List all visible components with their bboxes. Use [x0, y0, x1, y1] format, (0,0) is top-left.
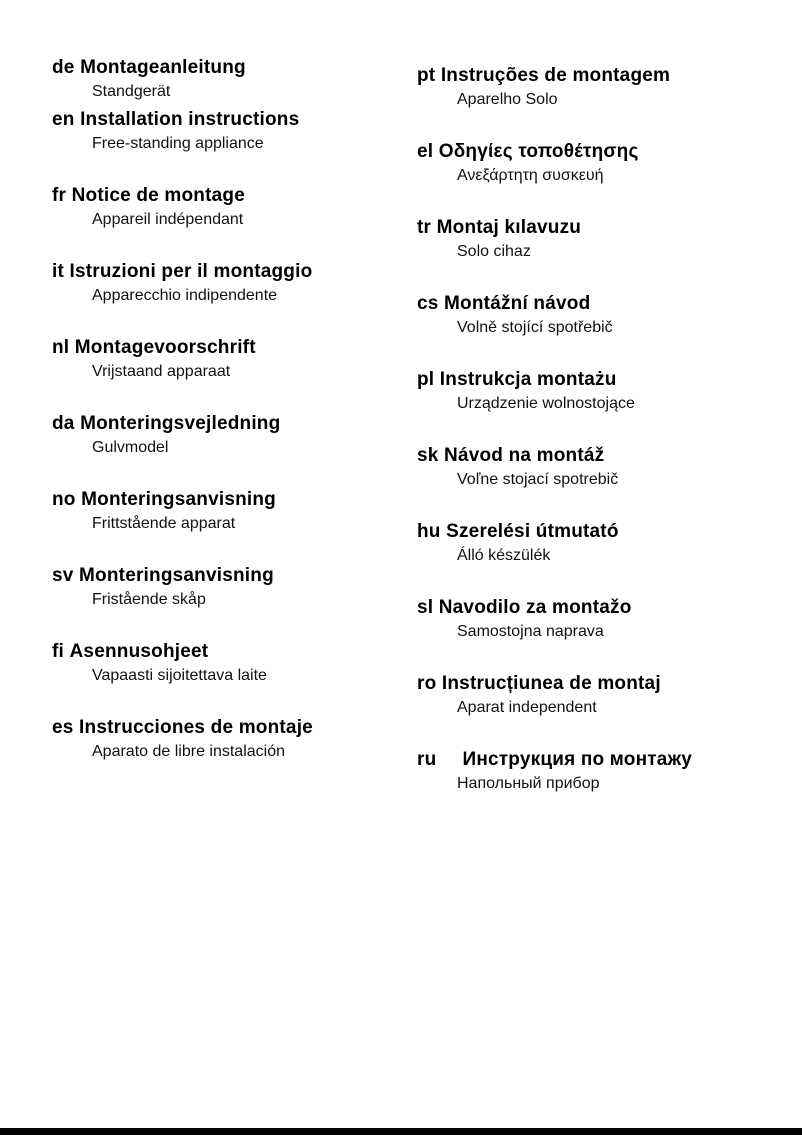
language-subtitle: Напольный прибор	[457, 775, 600, 792]
language-entry	[52, 56, 382, 104]
footer-bar	[0, 1128, 802, 1135]
language-subtitle: Gulvmodel	[92, 439, 169, 456]
language-code: hu	[417, 521, 441, 542]
language-code: sl	[417, 597, 434, 618]
language-code: pl	[417, 369, 435, 390]
language-title: Monteringsanvisning	[81, 489, 276, 510]
language-title-line	[417, 368, 777, 392]
left-column	[52, 56, 382, 824]
language-subtitle: Urządzenie wolnostojące	[457, 395, 635, 412]
language-code: nl	[52, 337, 70, 358]
language-title: Installation instructions	[80, 109, 300, 130]
language-subtitle: Vapaasti sijoitettava laite	[92, 667, 267, 684]
language-title: Instrukcja montażu	[439, 369, 617, 390]
language-entry	[417, 672, 777, 720]
language-code: sv	[52, 565, 74, 586]
language-title-line	[417, 596, 777, 620]
language-entry	[52, 640, 382, 688]
language-code: es	[52, 717, 74, 738]
language-entry	[417, 444, 777, 492]
language-title-line	[52, 336, 382, 360]
language-subtitle: Ανεξάρτητη συσκευή	[457, 167, 604, 184]
language-code: fi	[52, 641, 65, 662]
language-title: Monteringsvejledning	[80, 413, 281, 434]
language-entry	[417, 748, 777, 796]
language-entry	[417, 292, 777, 340]
language-code: el	[417, 141, 434, 162]
language-title: Montážní návod	[444, 293, 591, 314]
language-title-line	[52, 108, 382, 132]
language-entry	[52, 488, 382, 536]
language-subtitle: Frittstående apparat	[92, 515, 236, 532]
language-entry	[417, 368, 777, 416]
language-subtitle: Appareil indépendant	[92, 211, 244, 228]
language-title: Instrucciones de montaje	[79, 717, 313, 738]
language-title-line	[417, 216, 777, 240]
language-code: en	[52, 109, 75, 130]
language-code: da	[52, 413, 75, 434]
language-title: Montaj kılavuzu	[436, 217, 582, 238]
language-title-line	[52, 412, 382, 436]
language-entry	[52, 336, 382, 384]
language-subtitle: Voľne stojací spotrebič	[457, 471, 619, 488]
language-subtitle: Solo cihaz	[457, 243, 531, 260]
language-entry	[52, 108, 382, 156]
language-entry	[417, 596, 777, 644]
language-subtitle: Aparat independent	[457, 699, 597, 716]
language-subtitle: Apparecchio indipendente	[92, 287, 278, 304]
language-title-line	[417, 444, 777, 468]
language-title: Montageanleitung	[80, 57, 246, 78]
language-entry	[52, 412, 382, 460]
language-code: tr	[417, 217, 432, 238]
language-title: Istruzioni per il montaggio	[69, 261, 313, 282]
language-title-line	[417, 520, 777, 544]
language-entry	[52, 716, 382, 764]
language-title: Instrucțiunea de montaj	[441, 673, 661, 694]
language-subtitle: Álló készülék	[457, 547, 551, 564]
language-code: fr	[52, 185, 67, 206]
language-title: Szerelési útmutató	[446, 521, 619, 542]
language-entry	[417, 64, 777, 112]
language-title-line	[417, 64, 777, 88]
language-code: no	[52, 489, 76, 510]
right-column	[417, 56, 777, 824]
language-title-line	[52, 260, 382, 284]
language-entry	[52, 564, 382, 612]
language-code: cs	[417, 293, 439, 314]
language-code: sk	[417, 445, 439, 466]
language-title-line	[52, 716, 382, 740]
language-title-line	[52, 564, 382, 588]
language-code: de	[52, 57, 75, 78]
language-title: Инструкция по монтажу	[462, 749, 693, 770]
language-title: Οδηγίες τοποθέτησης	[438, 141, 639, 162]
language-title: Navodilo za montažo	[438, 597, 632, 618]
language-title-line	[52, 56, 382, 80]
language-code: it	[52, 261, 65, 282]
language-entry	[417, 520, 777, 568]
language-title-line	[52, 640, 382, 664]
language-subtitle: Standgerät	[92, 83, 171, 100]
language-code: ru	[417, 749, 437, 770]
language-entry	[417, 216, 777, 264]
language-title: Instruções de montagem	[440, 65, 671, 86]
language-title-line	[417, 748, 777, 772]
language-entry	[417, 140, 777, 188]
language-title: Monteringsanvisning	[79, 565, 274, 586]
language-subtitle: Samostojna naprava	[457, 623, 604, 640]
language-entry	[52, 184, 382, 232]
language-title-line	[417, 292, 777, 316]
language-title: Montagevoorschrift	[74, 337, 256, 358]
language-title: Asennusohjeet	[69, 641, 209, 662]
language-title-line	[417, 140, 777, 164]
language-subtitle: Free-standing appliance	[92, 135, 264, 152]
language-title-line	[52, 488, 382, 512]
language-title-line	[417, 672, 777, 696]
language-subtitle: Fristående skåp	[92, 591, 206, 608]
language-entry	[52, 260, 382, 308]
language-subtitle: Aparato de libre instalación	[92, 743, 286, 760]
language-code: ro	[417, 673, 437, 694]
language-title-line	[52, 184, 382, 208]
language-subtitle: Aparelho Solo	[457, 91, 558, 108]
language-subtitle: Vrijstaand apparaat	[92, 363, 231, 380]
language-title: Notice de montage	[71, 185, 245, 206]
language-code: pt	[417, 65, 436, 86]
language-title: Návod na montáž	[444, 445, 605, 466]
language-subtitle: Volně stojící spotřebič	[457, 319, 613, 336]
